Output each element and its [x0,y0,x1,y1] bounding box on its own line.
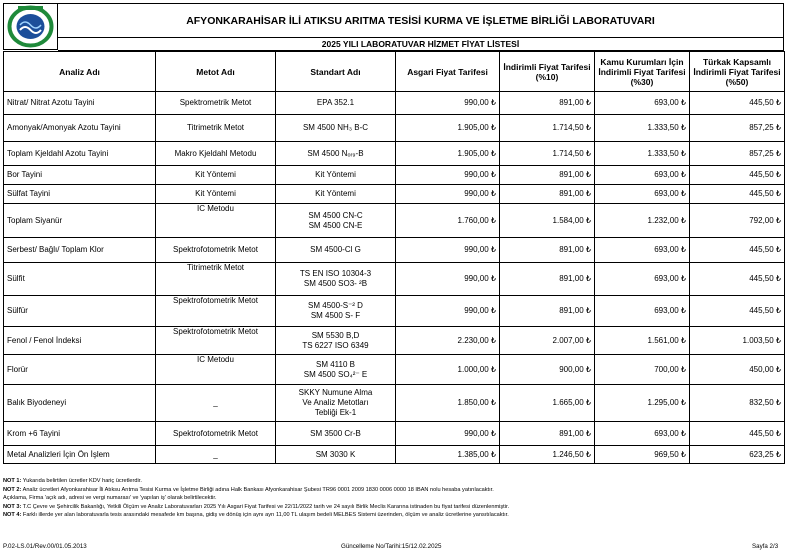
table-row [4,185,785,204]
indirimli-10-price-cell: 1.714,50 ₺ [500,142,595,166]
analiz-cell: Sülfit [4,263,156,296]
standart-line: SKKY Numune Alma [298,388,373,397]
metot-cell: Spektrofotometrik Metot [156,422,276,446]
metot-cell: Kit Yöntemi [156,166,276,185]
analiz-cell: Fenol / Fenol İndeksi [4,327,156,355]
indirimli-10-price-cell: 891,00 ₺ [500,185,595,204]
standart-cell [276,446,396,464]
kamu-30-price-cell: 693,00 ₺ [595,296,690,327]
kamu-30-price-cell: 1.295,00 ₺ [595,385,690,422]
analiz-cell: Toplam Siyanür [4,204,156,238]
standart-cell [276,166,396,185]
col-header-kamu-30: Kamu Kurumları İçin İndirimli Fiyat Tarifesi (%30) [595,52,690,92]
metot-cell: Spektrometrik Metot [156,92,276,115]
analiz-cell: Metal Analizleri İçin Ön İşlem [4,446,156,464]
standart-line: Kit Yöntemi [315,170,356,179]
metot-cell: IC Metodu [156,204,276,238]
table-row [4,166,785,185]
analiz-cell: Krom +6 Tayini [4,422,156,446]
asgari-price-cell: 990,00 ₺ [396,296,500,327]
asgari-price-cell: 2.230,00 ₺ [396,327,500,355]
indirimli-10-price-cell: 891,00 ₺ [500,263,595,296]
table-header-row [4,52,785,92]
document-subtitle: 2025 YILI LABORATUVAR HİZMET FİYAT LİSTESİ [58,38,784,51]
asgari-price-cell: 990,00 ₺ [396,185,500,204]
table-row [4,385,785,422]
indirimli-10-price-cell: 1.665,00 ₺ [500,385,595,422]
document-title: AFYONKARAHİSAR İLİ ATIKSU ARITMA TESİSİ KURMA VE İŞLETME BİRLİĞİ LABORATUVARI [58,3,784,38]
standart-line: SM 4500 CN-C [308,210,363,220]
kamu-30-price-cell: 1.561,00 ₺ [595,327,690,355]
page-number: Sayfa 2/3 [752,543,779,550]
metot-cell: Kit Yöntemi [156,185,276,204]
kamu-30-price-cell: 1.333,50 ₺ [595,115,690,142]
kamu-30-price-cell: 1.232,00 ₺ [595,204,690,238]
table-row [4,92,785,115]
table-row [4,422,785,446]
analiz-cell: Amonyak/Amonyak Azotu Tayini [4,115,156,142]
standart-cell [276,142,396,166]
note-text: Yukarıda belirtilen ücretler KDV hariç ücretlerdir. [22,478,142,484]
turkak-50-price-cell: 445,50 ₺ [690,422,785,446]
metot-cell: Spektrofotometrik Metot [156,296,276,327]
note-text: Farklı illerde yer alan laboratuvarla tesis arasındaki mesafede km başına, gidiş ve dönüş için aynı ayrı 11,00 TL ulaşım bedeli MELBES Sistemi üzerinden, ölçüm ve analiz ücretlerine yansıtılacaktır. [22,512,509,518]
note-label: NOT 2: [3,486,22,493]
metot-cell: Makro Kjeldahl Metodu [156,142,276,166]
standart-cell [276,185,396,204]
standart-line: SM 4500-S⁻² D [308,301,363,310]
standart-line: Ve Analiz Metotları [302,398,369,407]
indirimli-10-price-cell: 891,00 ₺ [500,296,595,327]
turkak-50-price-cell: 450,00 ₺ [690,355,785,385]
turkak-50-price-cell: 445,50 ₺ [690,166,785,185]
standart-line: SM 4500-Cl G [310,245,361,254]
metot-cell: IC Metodu [156,355,276,385]
metot-cell: Titrimetrik Metot [156,115,276,142]
kamu-30-price-cell: 700,00 ₺ [595,355,690,385]
indirimli-10-price-cell: 2.007,00 ₺ [500,327,595,355]
update-info: Güncelleme No/Tarihi:15/12.02.2025 [341,543,442,550]
col-header-asgari: Asgari Fiyat Tarifesi [396,52,500,92]
standart-line: SM 4500 SO₄²⁻ E [303,369,368,379]
turkak-50-price-cell: 445,50 ₺ [690,238,785,263]
indirimli-10-price-cell: 1.246,50 ₺ [500,446,595,464]
table-row [4,263,785,296]
col-header-standart: Standart Adı [276,52,396,92]
analiz-cell: Sülfür [4,296,156,327]
turkak-50-price-cell: 445,50 ₺ [690,185,785,204]
note-text: T.C Çevre ve Şehircilik Bakanlığı, Yetkili Ölçüm ve Analiz Laboratuvarları 2025 Yılı Asgari Fiyat Tarifesi ve 22/11/2022 tarih ve 24 sayılı Birlik Meclis Kararına istinaden bu fiyat tarifesi düzenlenmiştir. [22,503,510,510]
analiz-cell: Toplam Kjeldahl Azotu Tayini [4,142,156,166]
col-header-analiz: Analiz Adı [4,52,156,92]
col-header-indirimli-10: İndirimli Fiyat Tarifesi (%10) [500,52,595,92]
table-row [4,115,785,142]
standart-line: SM 4500 SO3- ²B [303,279,368,288]
standart-line: SM 3030 K [315,449,356,459]
analiz-cell: Balık Biyodeneyi [4,385,156,422]
standart-line: SM 3500 Cr-B [310,428,361,438]
kamu-30-price-cell: 693,00 ₺ [595,166,690,185]
table-row [4,238,785,263]
indirimli-10-price-cell: 891,00 ₺ [500,422,595,446]
notes [3,477,509,520]
standart-cell [276,296,396,327]
indirimli-10-price-cell: 1.714,50 ₺ [500,115,595,142]
note-line [3,494,509,503]
indirimli-10-price-cell: 891,00 ₺ [500,238,595,263]
note-label: NOT 4: [3,512,22,518]
note-line [3,503,509,512]
note-line [3,477,509,486]
standart-line: SM 4500 S- F [310,311,361,320]
analiz-cell: Nitrat/ Nitrat Azotu Tayini [4,92,156,115]
table-body [4,92,785,464]
indirimli-10-price-cell: 1.584,00 ₺ [500,204,595,238]
standart-cell [276,204,396,238]
kamu-30-price-cell: 693,00 ₺ [595,185,690,204]
table-row [4,355,785,385]
table-row [4,142,785,166]
asgari-price-cell: 990,00 ₺ [396,422,500,446]
asgari-price-cell: 1.850,00 ₺ [396,385,500,422]
standart-line: SM 4500 Nₒᵣ₉-B [307,148,364,158]
asgari-price-cell: 1.905,00 ₺ [396,115,500,142]
analiz-cell: Sülfat Tayini [4,185,156,204]
standart-line: Kit Yöntemi [315,189,356,198]
standart-cell [276,355,396,385]
kamu-30-price-cell: 693,00 ₺ [595,92,690,115]
table-row [4,327,785,355]
standart-cell [276,263,396,296]
asgari-price-cell: 990,00 ₺ [396,92,500,115]
note-line [3,511,509,520]
logo-box [3,3,58,50]
table-row [4,446,785,464]
metot-cell: Titrimetrik Metot [156,263,276,296]
standart-cell [276,238,396,263]
kamu-30-price-cell: 1.333,50 ₺ [595,142,690,166]
standart-line: SM 4500 NH₃ B-C [302,123,369,132]
asgari-price-cell: 1.905,00 ₺ [396,142,500,166]
standart-cell [276,92,396,115]
asgari-price-cell: 1.385,00 ₺ [396,446,500,464]
indirimli-10-price-cell: 891,00 ₺ [500,92,595,115]
standart-line: Tebliği Ek-1 [314,408,357,417]
standart-line: TS EN ISO 10304-3 [299,269,372,278]
kamu-30-price-cell: 693,00 ₺ [595,263,690,296]
col-header-turkak-50: Türkak Kapsamlı İndirimli Fiyat Tarifesi (%50) [690,52,785,92]
metot-cell: _ [156,385,276,422]
analiz-cell: Florür [4,355,156,385]
price-table [3,51,785,464]
standart-line: SM 5530 B,D [311,330,360,340]
kamu-30-price-cell: 693,00 ₺ [595,238,690,263]
standart-line: TS 6227 ISO 6349 [302,340,369,350]
union-logo-icon [4,4,57,49]
turkak-50-price-cell: 857,25 ₺ [690,142,785,166]
metot-cell: _ [156,446,276,464]
standart-cell [276,327,396,355]
standart-line: EPA 352.1 [316,98,355,107]
standart-line: SM 4500 CN-E [308,220,363,230]
turkak-50-price-cell: 857,25 ₺ [690,115,785,142]
analiz-cell: Bor Tayini [4,166,156,185]
standart-cell [276,385,396,422]
kamu-30-price-cell: 693,00 ₺ [595,422,690,446]
analiz-cell: Serbest/ Bağlı/ Toplam Klor [4,238,156,263]
note-text: Açıklama, Firma 'açık adı, adresi ve vergi numarası' ve 'yapılan iş' olarak belirtilecektir. [3,495,217,501]
kamu-30-price-cell: 969,50 ₺ [595,446,690,464]
turkak-50-price-cell: 445,50 ₺ [690,92,785,115]
asgari-price-cell: 990,00 ₺ [396,238,500,263]
asgari-price-cell: 990,00 ₺ [396,166,500,185]
standart-line: SM 4110 B [316,359,355,369]
turkak-50-price-cell: 445,50 ₺ [690,296,785,327]
indirimli-10-price-cell: 891,00 ₺ [500,166,595,185]
asgari-price-cell: 990,00 ₺ [396,263,500,296]
turkak-50-price-cell: 832,50 ₺ [690,385,785,422]
doc-code: P.02-LS.01/Rev.00/01.05.2013 [3,543,87,550]
col-header-metot: Metot Adı [156,52,276,92]
turkak-50-price-cell: 623,25 ₺ [690,446,785,464]
standart-cell [276,422,396,446]
asgari-price-cell: 1.760,00 ₺ [396,204,500,238]
table-row [4,204,785,238]
table-row [4,296,785,327]
turkak-50-price-cell: 1.003,50 ₺ [690,327,785,355]
standart-cell [276,115,396,142]
note-label: NOT 1: [3,478,22,484]
turkak-50-price-cell: 445,50 ₺ [690,263,785,296]
metot-cell: Spektrofotometrik Metot [156,327,276,355]
asgari-price-cell: 1.000,00 ₺ [396,355,500,385]
indirimli-10-price-cell: 900,00 ₺ [500,355,595,385]
turkak-50-price-cell: 792,00 ₺ [690,204,785,238]
note-text: Analiz ücretleri Afyonkarahisar İli Atıksu Arıtma Tesisi Kurma ve İşletme Birliği adına Halk Bankası Afyonkarahisar Şubesi TR96 0001 2009 1830 0006 0000 18 IBAN nolu hesaba yatırılacaktır. [22,486,494,493]
metot-cell: Spektrofotometrik Metot [156,238,276,263]
note-label: NOT 3: [3,503,22,510]
note-line [3,486,509,495]
